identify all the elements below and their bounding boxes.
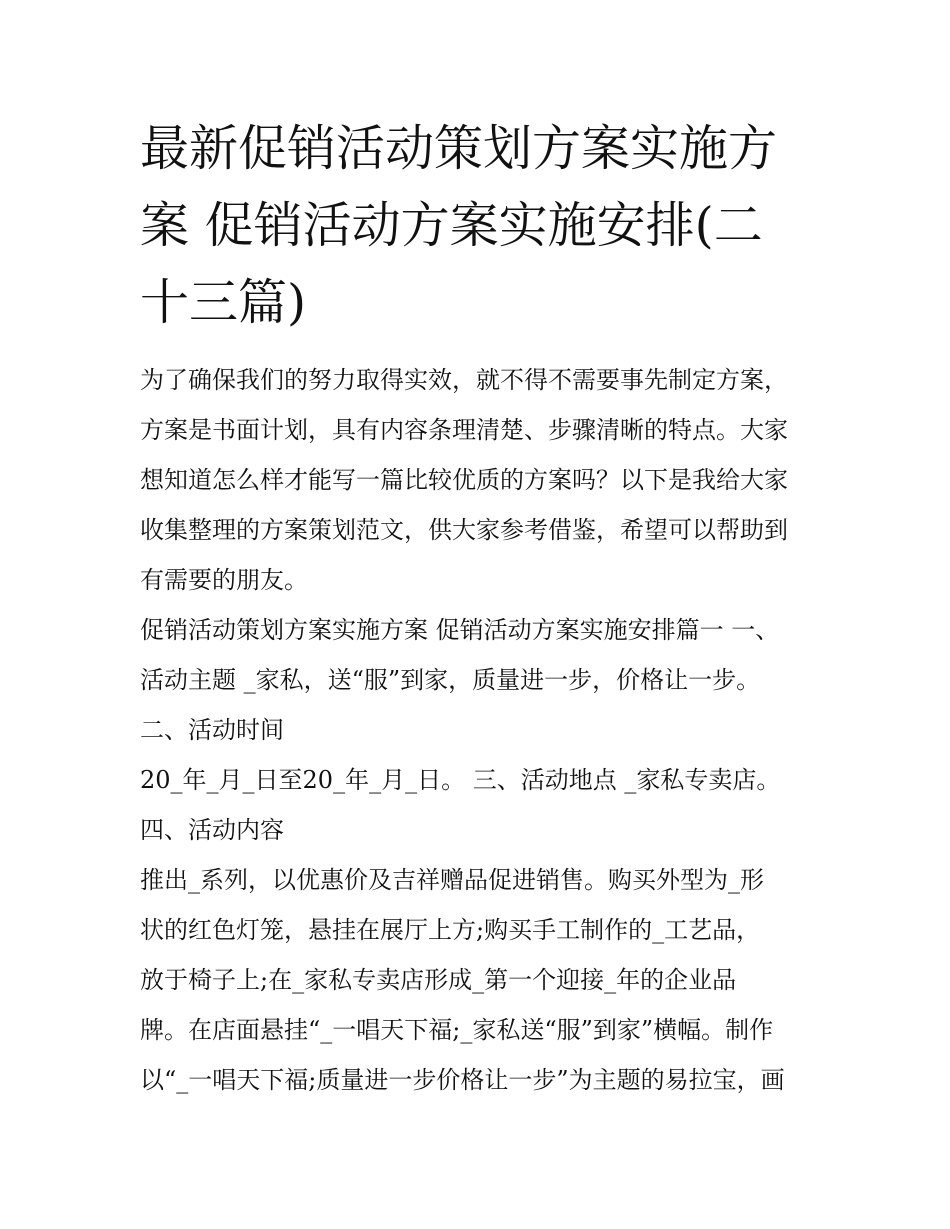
body-line: 为了确保我们的努力取得实效，就不得不需要事先制定方案， bbox=[140, 366, 788, 394]
body-line: 想知道怎么样才能写一篇比较优质的方案吗？以下是我给大家 bbox=[140, 466, 788, 494]
body-line: 方案是书面计划，具有内容条理清楚、步骤清晰的特点。大家 bbox=[140, 416, 788, 444]
body-line: 二、活动时间 bbox=[140, 716, 284, 744]
document-title bbox=[140, 110, 820, 341]
body-line: 状的红色灯笼，悬挂在展厅上方;购买手工制作的_工艺品， bbox=[140, 916, 761, 944]
body-line: 收集整理的方案策划范文，供大家参考借鉴，希望可以帮助到 bbox=[140, 516, 788, 544]
body-line: 促销活动策划方案实施方案 促销活动方案实施安排篇一 一、 bbox=[140, 616, 780, 644]
title-line: 案 促销活动方案实施安排(二 bbox=[140, 197, 763, 254]
body-line: 以“_一唱天下福;质量进一步价格让一步”为主题的易拉宝，画 bbox=[140, 1066, 785, 1094]
body-line: 牌。在店面悬挂“_一唱天下福;_家私送“服”到家”横幅。制作 bbox=[140, 1016, 774, 1044]
body-line: 有需要的朋友。 bbox=[140, 566, 308, 594]
body-line: 四、活动内容 bbox=[140, 816, 284, 844]
title-line: 最新促销活动策划方案实施方 bbox=[140, 120, 778, 177]
body-line: 20_年_月_日至20_年_月_日。 三、活动地点 _家私专卖店。 bbox=[140, 766, 781, 794]
document-body bbox=[140, 355, 830, 1105]
title-line: 十三篇) bbox=[140, 274, 307, 331]
body-line: 活动主题 _家私，送“服”到家，质量进一步，价格让一步。 bbox=[140, 666, 761, 694]
body-line: 放于椅子上;在_家私专卖店形成_第一个迎接_年的企业品 bbox=[140, 966, 737, 994]
body-line: 推出_系列，以优惠价及吉祥赠品促进销售。购买外型为_形 bbox=[140, 866, 764, 894]
